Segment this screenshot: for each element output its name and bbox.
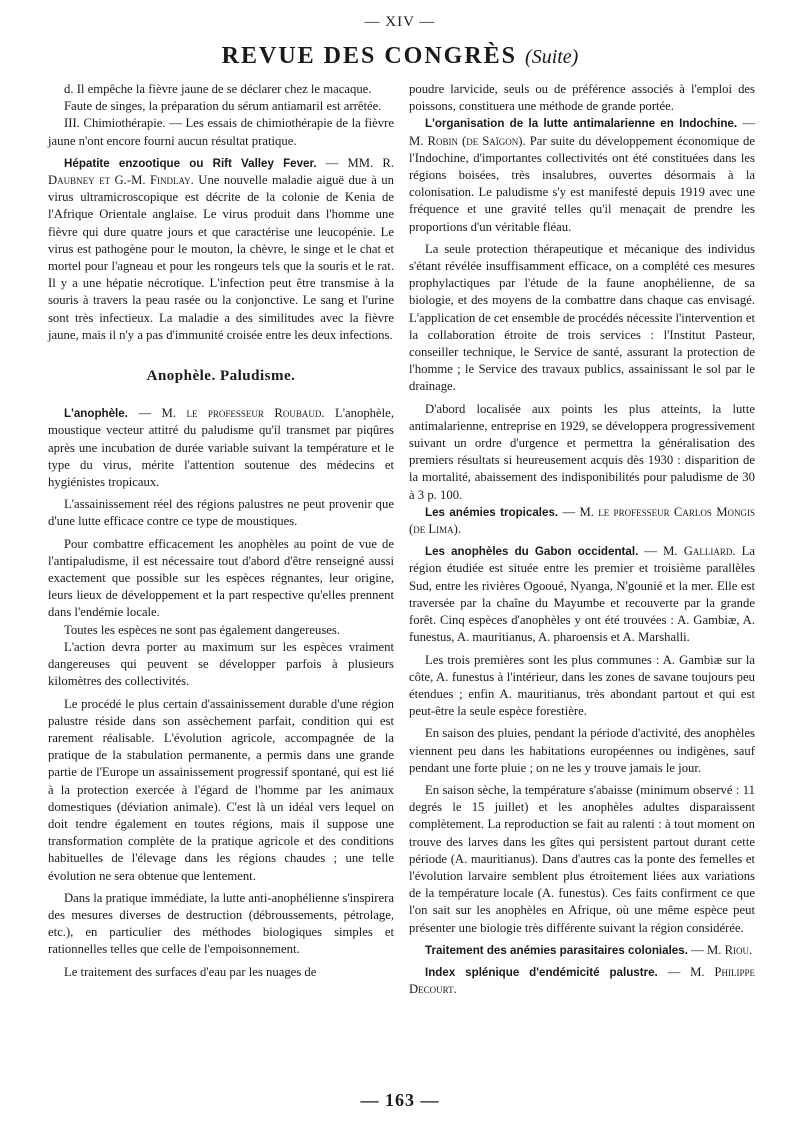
entry-title: Les anémies tropicales. (425, 505, 559, 519)
paragraph: Pour combattre efficacement les anophèles au point de vue de l'antipaludisme, il est nécessaire tout d'abord d'être renseigné aussi exactement que possible sur les espèces régnantes, leur origine, leurs lieux de développement et la part respective qu'elles prennent dans l'endémie locale. (48, 536, 394, 620)
paragraph: L'action devra porter au maximum sur les espèces vraiment dangereuses qui peuvent se développer parfois à plusieurs kilomètres des collectivités. (48, 639, 394, 689)
entry-authors: — M. Robin (de Saïgon). (409, 116, 756, 148)
entry-authors: — MM. R. Daubney et G.-M. Findlay. (48, 155, 394, 188)
entry-title: L'organisation de la lutte antimalarienne en Indochine. (425, 117, 738, 131)
paragraph: En saison des pluies, pendant la période d'activité, des anophèles viennent peu dans les habitations européennes ou indigènes, sauf pendant une forte pluie ; on ne les y trouve jamais le jour. (409, 726, 755, 775)
paragraph: La seule protection thérapeutique et mécanique des individus s'étant révélée insuffisamment efficace, on a complété ces mesures prophylactiques par l'étude de la faune anophélienne, de sa biologie, et des moyens de la combattre dans chaque cas envisagé. L'application de cet ensemble de procédés nécessite l'intervention et la collaboration étroite de trois services : l'Institut Pasteur, conseiller technique, le Service de santé, assurant la protection de l'homme ; le Service des travaux publics, assainissant le sol par le drainage. (409, 241, 755, 394)
page-title-main: REVUE DES CONGRÈS (221, 43, 518, 69)
paragraph: d. Il empêche la fièvre jaune de se déclarer chez le macaque. (64, 82, 372, 96)
paragraph (409, 942, 755, 959)
entry-authors: — M. Riou. (687, 942, 753, 957)
entry-authors: — M. le professeur Carlos Mongis (de Lima). (409, 504, 755, 537)
right-column (409, 81, 755, 998)
paragraph: L'assainissement réel des régions palustres ne peut provenir que d'une lutte efficace contre ce type de moustiques. (48, 497, 394, 529)
entry-title: Traitement des anémies parasitaires coloniales. (425, 943, 688, 957)
paragraph: Les trois premières sont les plus communes : A. Gambiæ sur la côte, A. funestus à l'intérieur, dans les zones de savane toujours peu étendues ; enfin A. mauritianus, très abondant partout et qui est peut-être la seule espèce forestière. (409, 652, 755, 719)
paragraph (409, 504, 755, 538)
paragraph (409, 964, 755, 998)
paragraph: Le procédé le plus certain d'assainissement durable d'une région palustre réside dans son assèchement parfait, condition qui est rarement réalisable. L'évolution agricole, accompagnée de la pratique de la stabulation permanente, a permis dans une grande partie de l'Europe un assainissement progressif spontané, qui est lié à la protection exercée à l'égard de l'homme par les animaux domestiques (déviation animale). C'est là un idéal vers lequel on doit tendre également en toutes régions, mais il suppose une transformation complète de la pratique agricole et des conditions habituelles de l'élevage dans les régions chaudes ; une telle évolution ne sera obtenue que lentement. (48, 696, 394, 883)
paragraph: Dans la pratique immédiate, la lutte anti-anophélienne s'inspirera des mesures diverses de destruction (débroussements, pétrolage, etc.), en particulier des méthodes biologiques simples et rationnelles telles que celle de l'empoisonnement. (48, 890, 394, 957)
entry-title: L'anophèle. (64, 407, 128, 421)
page-title (0, 43, 800, 70)
paragraph: En saison sèche, la température s'abaisse (minimum observé : 11 degrés le 15 juillet) et les anophèles adultes disparaissent complètement. La reproduction se fait au ralenti : à tout moment on trouve des larves dans les gîtes qui persistent partout durant cette période (A. mauritianus). Dans d'autres cas la ponte des femelles et l'évolution larvaire semblent plus étroitement liées aux variations de la température locale (A. funestus). Ces faits confirment ce que l'on sait sur les anophèles en Afrique, où une même espèce peut présenter une biologie très différente suivant la région considérée. (409, 782, 755, 935)
page-title-suite: (Suite) (525, 46, 579, 68)
section-heading: Anophèle. Paludisme. (146, 368, 296, 385)
page-number: — 163 — (360, 1090, 440, 1110)
left-column (48, 81, 394, 981)
paragraph: Toutes les espèces ne sont pas également dangereuses. (64, 622, 341, 637)
paragraph: Le traitement des surfaces d'eau par les nuages de (64, 964, 317, 979)
entry-title: Les anophèles du Gabon occidental. (425, 545, 639, 559)
paragraph: L'anophèle. — M. le professeur Roubaud. L'anophèle, moustique vecteur attitré du paludisme qu'il transmet par piqûres après une incubation de durée variable suivant la température et le type du virus, mérite l'attention soutenue des médecins et hygiénistes tropicaux. (48, 406, 394, 490)
entry-authors: — M. le professeur Roubaud. (127, 406, 325, 421)
paragraph: Les anophèles du Gabon occidental. — M. Galliard. La région étudiée est située entre les premier et troisième parallèles Sud, entre les rivières Ogooué, Nyanga, N'gounié et la mer. Elle est traversée par la chaîne du Mayumbe et recouverte par la grande forêt. Cinq espèces d'anophèles y ont été trouvées : A. Gambiæ, A. funestus, A. mauritianus, A. pharoensis et A. Marshalli. (409, 544, 755, 645)
paragraph: Hépatite enzootique ou Rift Valley Fever. — MM. R. Daubney et G.-M. Findlay. Une nouvelle maladie aiguë due à un virus ultramicroscopique est décrite de la colonie de Kenia de l'Afrique Orientale anglaise. Le virus produit dans l'homme une fièvre qui dure quatre jours et que caractérise une leucopénie. Le virus est pathogène pour le mouton, la chèvre, le singe et le chat et mortel pour l'agneau et pour les rongeurs tels que la souris et le rat. Il y a une hépatie nécrotique. L'infection peut être transmise à la souris à travers la peau rasée ou la conjonctive. Le sang et l'urine sont très infectieux. La maladie a des similitudes avec la fièvre jaune, mais il n'y a pas d'immunité croisée entre les deux infections. (48, 155, 394, 342)
subsection-label: III. Chimiothérapie. (64, 116, 166, 131)
paragraph: L'organisation de la lutte antimalarienne en Indochine. — M. Robin (de Saïgon). Par suite du développement économique de l'Indochine, d'importantes collectivités ont été constituées dans les régions boisées, très insalubres, ouvertes désormais à la colonisation. Le paludisme s'y est manifesté depuis 1919 avec une fréquence et une gravité telles qu'il menaçait de prendre les proportions d'un véritable fléau. (409, 116, 756, 234)
entry-title: Hépatite enzootique ou Rift Valley Fever. (64, 156, 317, 170)
running-head: — XIV — (364, 14, 436, 30)
entry-authors: — M. Galliard. (638, 544, 736, 559)
paragraph: Faute de singes, la préparation du sérum antiamaril est arrêtée. (64, 99, 382, 114)
entry-authors: — M. Philippe Decourt. (409, 964, 755, 997)
entry-title: Index splénique d'endémicité palustre. (425, 965, 658, 979)
paragraph: poudre larvicide, seuls ou de préférence associés à l'emploi des poissons, constituera une méthode de grande portée. (409, 82, 755, 114)
paragraph: D'abord localisée aux points les plus atteints, la lutte antimalarienne, entreprise en 1929, se développera progressivement suivant un ordre d'urgence et permettra la généralisation des premiers résultats si heureusement acquis dès 1930 : disparition de la mortalité, abaissement des indisponibilités pour paludisme de 30 à 3 p. 100. (409, 401, 755, 502)
paragraph: III. Chimiothérapie. — Les essais de chimiothérapie de la fièvre jaune n'ont encore fourni aucun résultat pratique. (48, 116, 394, 148)
